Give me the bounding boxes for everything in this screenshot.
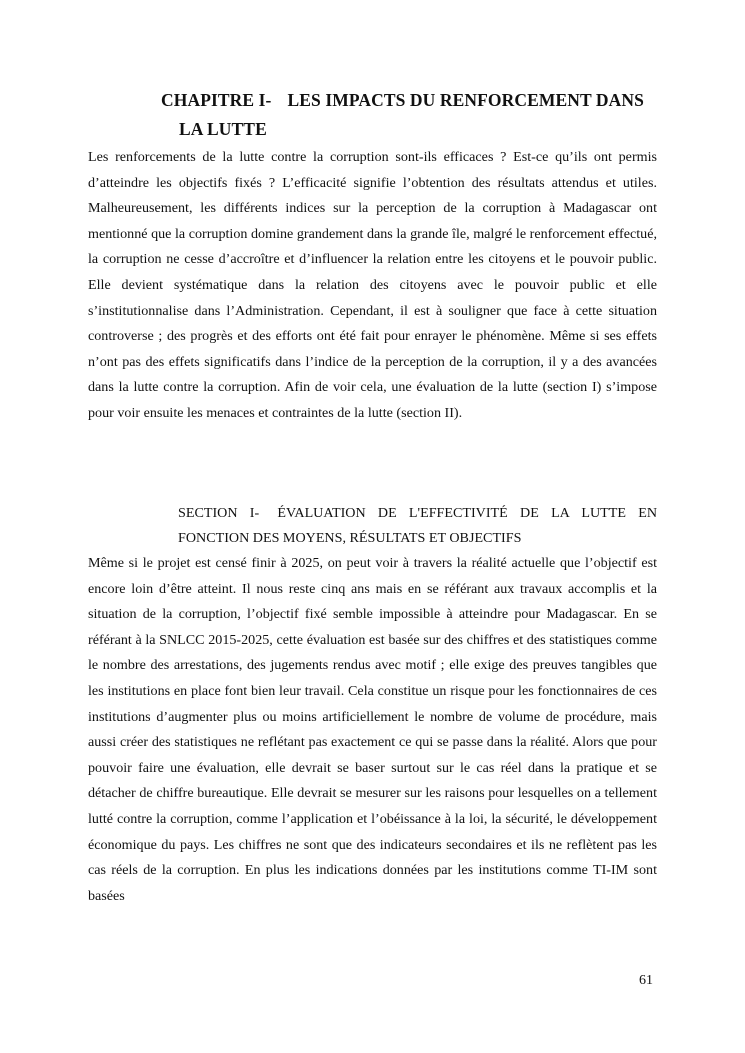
paragraph-section-body: Même si le projet est censé finir à 2025, on peut voir à travers la réalité actuelle que l’objectif est encore loin d’être atteint. Il nous reste cinq ans mais en se référant aux travaux accomplis et la situation de la corruption, l’objectif fixé semble impossible à atteindre pour Madagascar. En se référant à la SNLCC 2015-2025, cette évaluation est basée sur des chiffres et des statistiques comme le nombre des arrestations, des jugements rendus avec motif ; elle exige des preuves tangibles que les institutions en place font bien leur travail. Cela constitue un risque pour les fonctionnaires de ces institutions d’augmenter plus ou moins artificiellement le nombre de volume de procédure, mais aussi créer des statistiques ne reflétant pas exactement ce qui se passe dans la réalité. Alors que pour pouvoir faire une évaluation, elle devrait se baser surtout sur le cas réel dans la pratique et se détacher de chiffre bureautique. Elle devrait se mesurer sur les raisons pour lesquelles on a tellement lutté contre la corruption, comme l’application et l’obéissance à la loi, la sécurité, le développement économique du pays. Les chiffres ne sont que des indicateurs secondaires et ils ne reflètent pas les cas réels de la corruption. En plus les indications données par les institutions comme TI-IM sont basées <box>88 555 657 904</box>
section-title <box>178 501 657 551</box>
section-title-text: ÉVALUATION DE L'EFFECTIVITÉ DE LA LUTTE EN FONCTION DES MOYENS, RÉSULTATS ET OBJECTIFS <box>178 505 657 546</box>
paragraph-intro: Les renforcements de la lutte contre la corruption sont-ils efficaces ? Est-ce qu’ils ont permis d’atteindre les objectifs fixés ? L’efficacité signifie l’obtention des résultats attendus et utiles. Malheureusement, les différents indices sur la perception de la corruption à Madagascar ont mentionné que la corruption domine grandement dans la grande île, malgré le renforcement effectué, la corruption ne cesse d’accroître et d’influencer la relation entre les citoyens et le pouvoir public. Elle devient systématique dans la relation des citoyens avec le pouvoir public et elle s’institutionnalise dans l’Administration. Cependant, il est à souligner que face à cette situation controverse ; des progrès et des efforts ont été fait pour enrayer le phénomène. Même si ses effets n’ont pas des effets significatifs dans l’indice de la perception de la corruption, il y a des avancées dans la lutte contre la corruption. Afin de voir cela, une évaluation de la lutte (section I) s’impose pour voir ensuite les menaces et contraintes de la lutte (section II). <box>88 149 657 421</box>
chapter-title-line2: LA LUTTE <box>179 119 267 139</box>
page-number: 61 <box>639 973 653 988</box>
section-label: SECTION I- <box>178 505 260 521</box>
chapter-label: CHAPITRE I- <box>161 90 272 110</box>
chapter-title-line1: LES IMPACTS DU RENFORCEMENT DANS <box>287 90 644 110</box>
chapter-title <box>161 86 681 144</box>
